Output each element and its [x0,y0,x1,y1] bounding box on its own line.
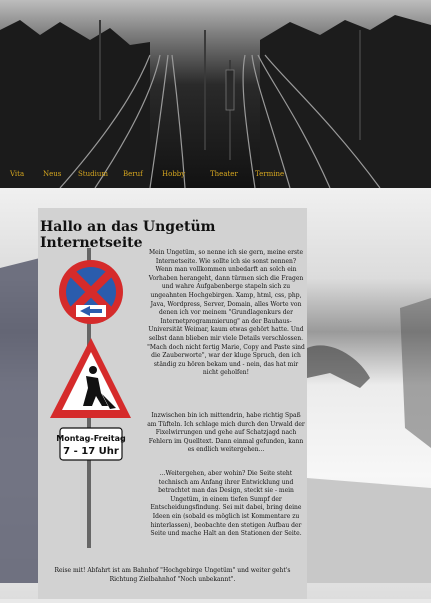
nav-link-theater[interactable]: Theater [210,170,238,178]
page-title: Hallo an das Ungetüm Internetseite [40,219,216,251]
intro-paragraph: Mein Ungetüm, so nenne ich sie gern, meine erste Internetseite. Wie sollte ich sie sonst nennen? Wenn man vollkommen unbedarft an solch ein Vorhaben herangeht, dann türmen sich die Fragen und wahre Aufgabenberge stapeln sich zu ungeahnten Hochgebirgen. Xamp, html, css, php, Java, Wordpress, Server, Domain, alles Worte von denen ich vor meinem "Grundlagenkurs der Internetprogrammierung" an der Bauhaus-Universität Weimar, kaum etwas gehört hatte. Und selbst dann blieben mir viele Details verschlossen. "Mach doch nicht fertig Marie, Copy and Paste sind die Zauberworte", war der kluge Spruch, den ich ständig zu hören bekam und - nein, das hat mir nicht geholfen! [147,249,305,377]
traffic-sign-image [36,248,136,552]
nav-link-termine[interactable]: Termine [255,170,285,178]
nav-link-studium[interactable]: Studium [78,170,108,178]
sign-plate-line1: Montag-Freitag [56,434,126,443]
main-nav [0,170,431,184]
footer-text: Reise mit! Abfahrt ist am Bahnhof "Hochgebirge Ungetüm" und weiter geht's Richtung Zielbahnhof "Noch unbekannt". [54,567,291,583]
second-paragraph: Inzwischen bin ich mittendrin, habe richtig Spaß am Tüfteln. Ich schlage mich durch den Urwald der Fixelwirrungen und gehe auf Schatzjagd nach Fehlern im Quelltext. Dann einmal gefunden, kann es endlich weitergehen... [147,412,305,454]
railway-tracks-image [0,0,431,188]
sign-plate-line2: 7 - 17 Uhr [63,446,119,457]
nav-link-neus[interactable]: Neus [43,170,62,178]
nav-link-vita[interactable]: Vita [10,170,25,178]
nav-link-hobby[interactable]: Hobby [162,170,186,178]
header-photo [0,0,431,188]
third-paragraph: ...Weitergehen, aber wohin? Die Seite steht technisch am Anfang ihrer Entwicklung und betrachtet man das Design, steckt sie - mein Ungetüm, in einem tiefen Sumpf der Entscheidungsfindung. Sei mit dabei, bring deine Ideen ein (sobald es möglich ist Kommentare zu hinterlassen), beobachte den stetigen Aufbau der Seite und mache Halt an den Stationen der Seite. [150,470,302,538]
nav-link-beruf[interactable]: Beruf [123,170,143,178]
